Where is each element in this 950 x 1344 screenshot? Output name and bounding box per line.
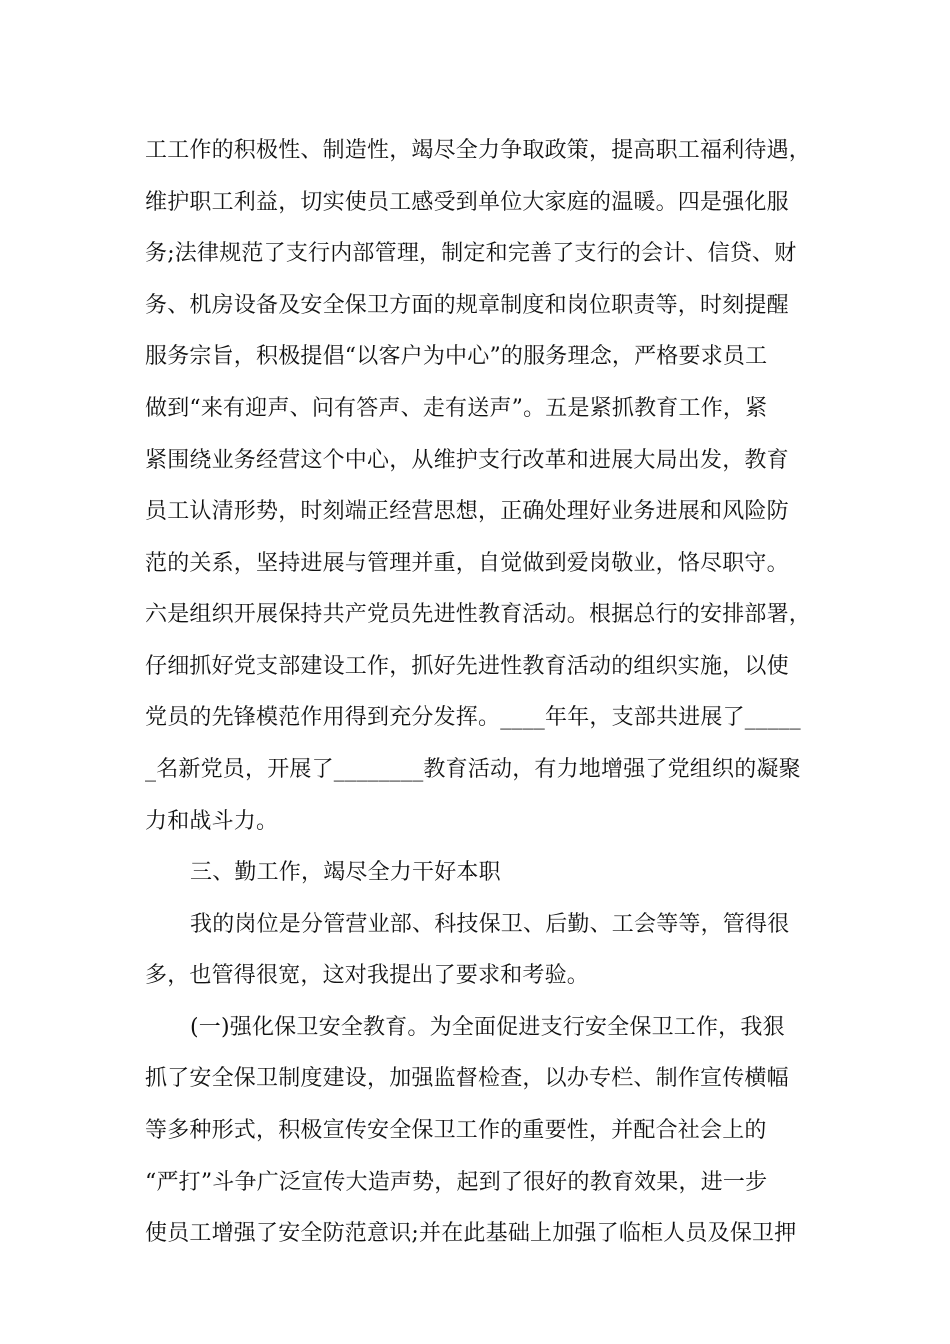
- paragraph-line: 党员的先锋模范作用得到充分发挥。____年年，支部共进展了_____: [145, 705, 801, 730]
- paragraph-line: 范的关系，坚持进展与管理并重，自觉做到爱岗敬业，恪尽职守。: [145, 551, 789, 576]
- paragraph-line: 使员工增强了安全防范意识;并在此基础上加强了临柜人员及保卫押: [145, 1221, 797, 1246]
- paragraph-line: 维护职工利益，切实使员工感受到单位大家庭的温暖。四是强化服: [145, 190, 789, 215]
- paragraph-line: 务;法律规范了支行内部管理，制定和完善了支行的会计、信贷、财: [145, 241, 797, 266]
- paragraph-line: 做到“来有迎声、问有答声、走有送声”。五是紧抓教育工作，紧: [145, 396, 768, 421]
- paragraph-line: 仔细抓好党支部建设工作，抓好先进性教育活动的组织实施，以使: [145, 654, 789, 679]
- paragraph-line: 我的岗位是分管营业部、科技保卫、后勤、工会等等，管得很: [190, 912, 790, 937]
- paragraph-line: (一)强化保卫安全教育。为全面促进支行安全保卫工作，我狠: [190, 1015, 785, 1040]
- paragraph-line: 工工作的积极性、制造性，竭尽全力争取政策，提高职工福利待遇，: [145, 138, 812, 163]
- paragraph-line: “严打”斗争广泛宣传大造声势，起到了很好的教育效果，进一步: [145, 1170, 768, 1195]
- paragraph-line: 员工认清形势，时刻端正经营思想，正确处理好业务进展和风险防: [145, 499, 789, 524]
- paragraph-line: 务、机房设备及安全保卫方面的规章制度和岗位职责等，时刻提醒: [145, 293, 789, 318]
- paragraph-line: 六是组织开展保持共产党员先进性教育活动。根据总行的安排部署，: [145, 602, 812, 627]
- paragraph-line: 力和战斗力。: [145, 809, 279, 834]
- section-heading: 三、勤工作，竭尽全力干好本职: [190, 860, 501, 885]
- paragraph-line: 多，也管得很宽，这对我提出了要求和考验。: [145, 963, 590, 988]
- paragraph-line: 服务宗旨，积极提倡“以客户为中心”的服务理念，严格要求员工: [145, 344, 768, 369]
- paragraph-line: 抓了安全保卫制度建设，加强监督检查，以办专栏、制作宣传横幅: [145, 1066, 789, 1091]
- paragraph-line: 紧围绕业务经营这个中心，从维护支行改革和进展大局出发，教育: [145, 448, 789, 473]
- paragraph-line: 等多种形式，积极宣传安全保卫工作的重要性，并配合社会上的: [145, 1118, 767, 1143]
- paragraph-line: _名新党员，开展了________教育活动，有力地增强了党组织的凝聚: [145, 757, 801, 782]
